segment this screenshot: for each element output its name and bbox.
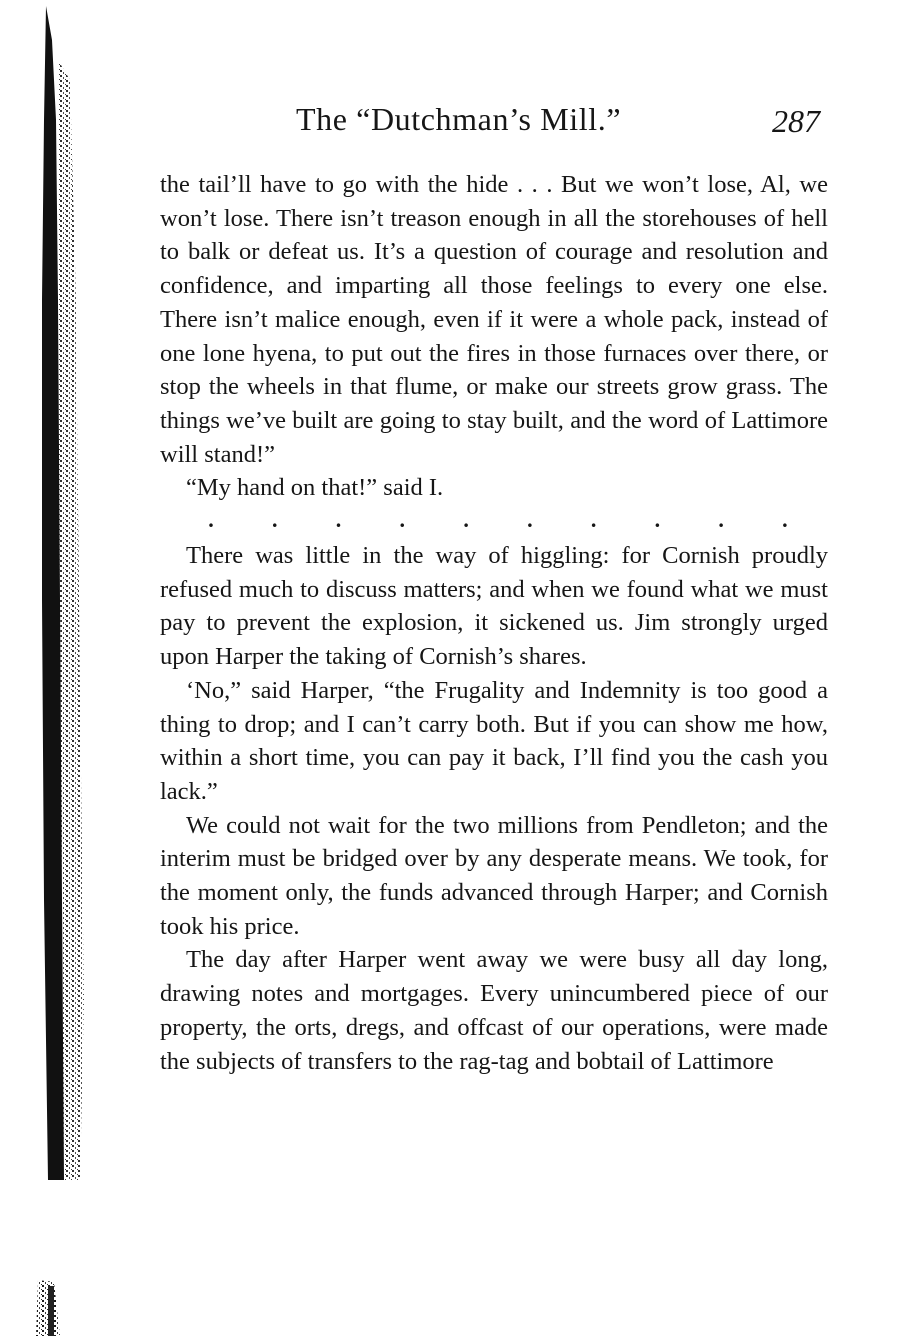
section-break bbox=[160, 505, 828, 539]
section-break-dot: . bbox=[335, 507, 342, 533]
running-title: The “Dutchman’s Mill.” bbox=[296, 101, 622, 137]
page-number: 287 bbox=[772, 103, 820, 139]
section-break-dot: . bbox=[272, 507, 278, 533]
section-break-dot: . bbox=[782, 507, 788, 533]
section-break-dot: . bbox=[399, 507, 406, 533]
page-header bbox=[0, 98, 906, 142]
paragraph: There was little in the way of higgling: for Cornish proudly refused much to discuss matters; and when we found what we must pay to prevent the explosion, it sickened us. Jim strongly urged upon Harper the taking of Cornish’s shares. bbox=[160, 542, 828, 671]
paragraph: The day after Harper went away we were busy all day long, drawing notes and mortgages. Every unincumbered piece of our property, the orts, dregs, and offcast of our operations, were made the subjects of transfers to the rag-tag and bobtail of Lattimore bbox=[160, 946, 828, 1075]
binding-shadow bbox=[30, 0, 88, 1336]
section-break-dot: . bbox=[527, 507, 533, 533]
paragraph: “My hand on that!” said I. bbox=[186, 474, 444, 502]
paragraph: the tail’ll have to go with the hide . . . But we won’t lose, Al, we won’t lose. There isn’t treason enough in all the storehouses of hell to balk or defeat us. It’s a question of courage and resolution and confidence, and imparting all those feelings to every one else. There isn’t malice enough, even if it were a whole pack, instead of one lone hyena, to put out the fires in those furnaces over there, or stop the wheels in that flume, or make our streets grow grass. The things we’ve built are going to stay built, and the word of Lattimore will stand!” bbox=[160, 171, 828, 468]
body-text bbox=[160, 168, 828, 1078]
section-break-dot: . bbox=[208, 507, 214, 533]
section-break-dot: . bbox=[463, 507, 469, 533]
paragraph: We could not wait for the two millions from Pendleton; and the interim must be bridged over by any desperate means. We took, for the moment only, the funds advanced through Harper; and Cornish took his price. bbox=[160, 811, 828, 940]
section-break-dot: . bbox=[654, 507, 661, 533]
section-break-dot: . bbox=[718, 507, 724, 533]
section-break-dot: . bbox=[590, 507, 597, 533]
paragraph: ‘No,” said Harper, “the Frugality and Indemnity is too good a thing to drop; and I can’t carry both. But if you can show me how, within a short time, you can pay it back, I’ll find you the cash you lack.” bbox=[160, 676, 828, 805]
